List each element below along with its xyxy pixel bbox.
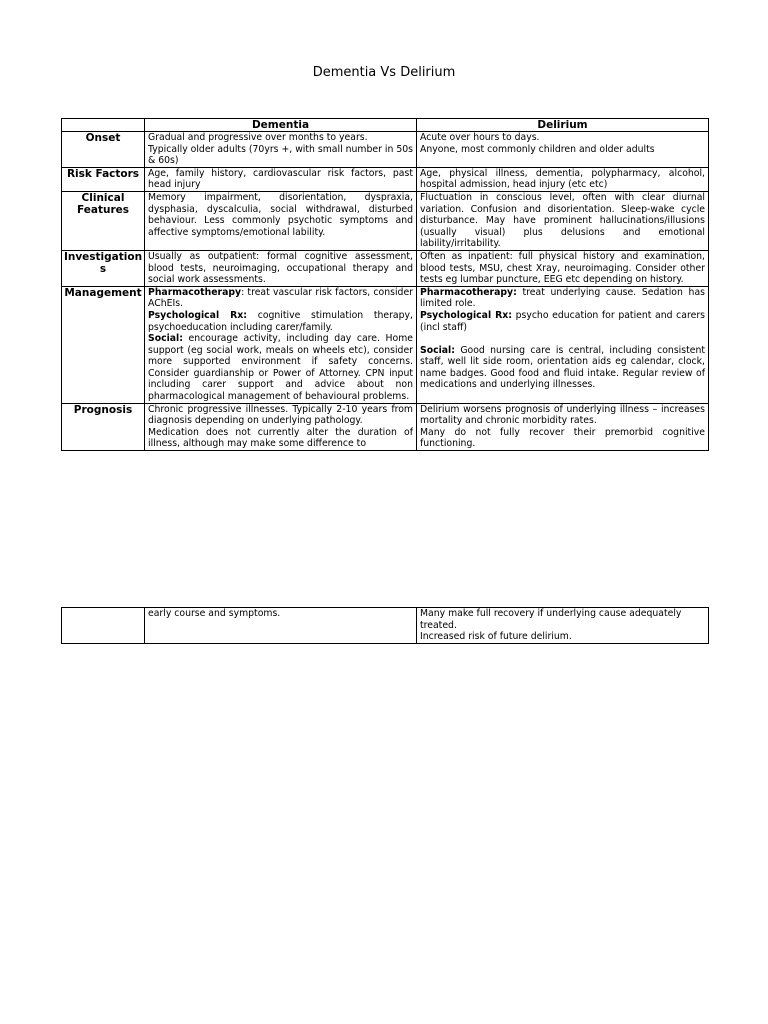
cell-clinical-dementia: Memory impairment, disorientation, dyspraxia, dysphasia, dyscalculia, social withdrawal, disturbed behaviour. Less commonly psychotic symptoms and affective symptoms/emotional lability. xyxy=(145,191,417,250)
cell-risk-delirium: Age, physical illness, dementia, polypharmacy, alcohol, hospital admission, head injury (etc etc) xyxy=(417,167,709,191)
header-delirium: Delirium xyxy=(417,119,709,132)
continuation-dementia: early course and symptoms. xyxy=(145,608,417,644)
cell-investigations-delirium: Often as inpatient: full physical history and examination, blood tests, MSU, chest Xray, neuroimaging. Consider other tests eg lumbar puncture, EEG etc depending on history. xyxy=(417,250,709,286)
text-line: Acute over hours to days. xyxy=(420,132,540,143)
row-label-prognosis: Prognosis xyxy=(62,403,145,450)
blank-line xyxy=(420,333,705,345)
text-line: Anyone, most commonly children and older adults xyxy=(420,143,655,155)
row-label-clinical-features: Clinical Features xyxy=(62,191,145,250)
mgmt-social xyxy=(148,333,413,403)
row-label-onset: Onset xyxy=(62,132,145,168)
social-label: Social: xyxy=(420,344,455,356)
mgmt-pharm xyxy=(420,287,705,310)
continuation-table xyxy=(61,607,709,644)
pharm-label: Pharmacotherapy: xyxy=(420,286,517,298)
mgmt-pharm xyxy=(148,287,413,310)
text-line: Medication does not currently alter the duration of illness, although may make some difference to xyxy=(148,426,413,450)
pharm-text: treat underlying cause. Sedation has limited role. xyxy=(420,286,705,310)
cell-clinical-delirium: Fluctuation in conscious level, often with clear diurnal variation. Confusion and disorientation. Sleep-wake cycle disturbance. May have prominent hallucinations/illusions (usually visual) plus delusions and emotional lability/irritability. xyxy=(417,191,709,250)
continuation-delirium xyxy=(417,608,709,644)
text-line: Chronic progressive illnesses. Typically 2-10 years from diagnosis depending on underlying pathology. xyxy=(148,403,413,427)
social-text: encourage activity, including day care. Home support (eg social work, meals on wheels etc), consider more supported environment if safety concerns. Consider guardianship or Power of Attorney. CPN input including carer support and advice about non pharmacological management of behavioural problems. xyxy=(148,333,413,403)
row-onset xyxy=(62,132,709,168)
cell-onset-dementia xyxy=(145,132,417,168)
continuation-label-empty xyxy=(62,608,145,644)
row-prognosis xyxy=(62,403,709,450)
text-line: Increased risk of future delirium. xyxy=(420,631,572,643)
psych-label: Psychological Rx: xyxy=(148,309,248,321)
social-text: Good nursing care is central, including consistent staff, well lit side room, orientation aids eg calendar, clock, name badges. Good food and fluid intake. Regular review of medications and underlying illnesses. xyxy=(420,344,705,391)
row-label-investigations: Investigations xyxy=(62,250,145,286)
cell-management-delirium xyxy=(417,286,709,403)
cell-investigations-dementia: Usually as outpatient: formal cognitive assessment, blood tests, neuroimaging, occupational therapy and social work assessments. xyxy=(145,250,417,286)
row-management xyxy=(62,286,709,403)
psych-text: psycho education for patient and carers (incl staff) xyxy=(420,309,705,333)
text-line: Delirium worsens prognosis of underlying illness – increases mortality and chronic morbidity rates. xyxy=(420,403,705,427)
cell-management-dementia xyxy=(145,286,417,403)
cell-risk-dementia: Age, family history, cardiovascular risk factors, past head injury xyxy=(145,167,417,191)
text-line: Many do not fully recover their premorbid cognitive functioning. xyxy=(420,426,705,450)
header-dementia: Dementia xyxy=(145,119,417,132)
row-clinical-features xyxy=(62,191,709,250)
header-empty xyxy=(62,119,145,132)
cell-onset-delirium xyxy=(417,132,709,168)
text-line: Gradual and progressive over months to years. xyxy=(148,132,368,143)
row-risk-factors xyxy=(62,167,709,191)
text-line: Many make full recovery if underlying cause adequately treated. xyxy=(420,608,682,631)
mgmt-social xyxy=(420,345,705,391)
pharm-label: Pharmacotherapy xyxy=(148,286,242,298)
text-line: Typically older adults (70yrs +, with small number in 50s & 60s) xyxy=(148,143,413,167)
prognosis-dementia-clip xyxy=(148,404,413,450)
header-row xyxy=(62,119,709,132)
row-label-management: Management xyxy=(62,286,145,403)
social-label: Social: xyxy=(148,333,183,345)
continuation-row xyxy=(62,608,709,644)
row-investigations xyxy=(62,250,709,286)
mgmt-psych xyxy=(420,310,705,333)
cell-prognosis-dementia xyxy=(145,403,417,450)
mgmt-psych xyxy=(148,310,413,333)
psych-text: cognitive stimulation therapy, psychoeducation including carer/family. xyxy=(148,309,413,333)
comparison-table xyxy=(61,118,709,451)
cell-prognosis-delirium xyxy=(417,403,709,450)
pharm-text: : treat vascular risk factors, consider AChEIs. xyxy=(148,286,413,310)
row-label-risk-factors: Risk Factors xyxy=(62,167,145,191)
psych-label: Psychological Rx: xyxy=(420,309,512,321)
document-title: Dementia Vs Delirium xyxy=(312,65,456,80)
